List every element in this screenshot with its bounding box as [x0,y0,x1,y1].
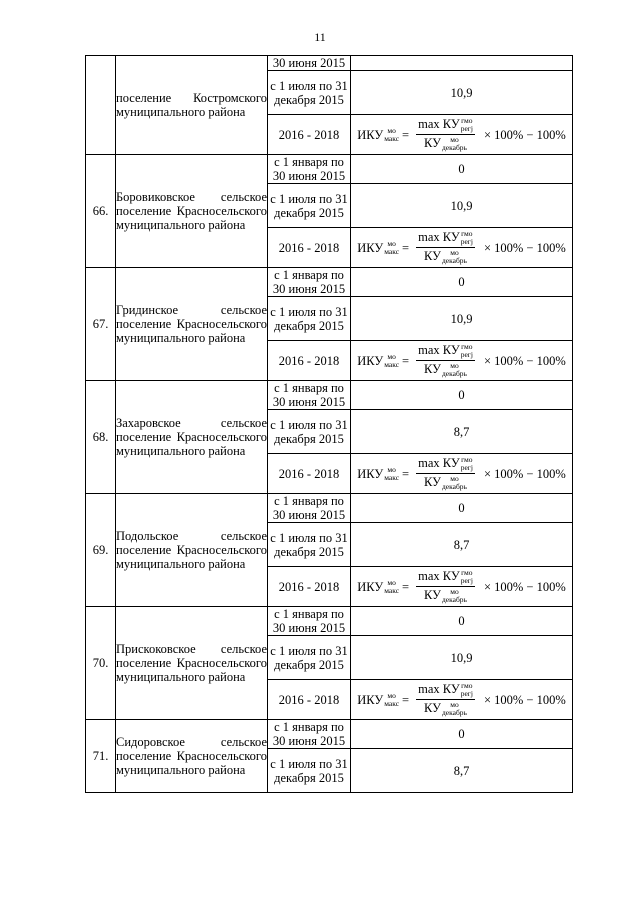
period-cell: с 1 июля по 31 декабря 2015 [268,71,351,115]
value-cell: 0 [351,268,573,297]
formula-eq: = [402,692,410,707]
table-row [86,268,573,297]
formula-num-text: max КУ [418,568,460,583]
page-number: 11 [314,30,326,44]
formula-lhs: ИКУ [357,127,384,142]
period-cell: с 1 января по 30 июня 2015 [268,607,351,636]
formula-num-sub: регj [460,124,473,133]
formula-num-text: max КУ [418,681,460,696]
value-cell: 8,7 [351,523,573,567]
period-cell: с 1 января по 30 июня 2015 [268,268,351,297]
formula-fraction [416,569,475,604]
period-cell: 2016 - 2018 [268,341,351,381]
tariff-table [85,55,573,793]
formula-den-text: КУ [424,701,441,715]
formula-lhs-sup: мо [387,125,396,135]
formula-den-text: КУ [424,588,441,602]
formula-num-sub: регj [460,350,473,359]
formula-lhs-sub: макс [384,585,400,595]
formula-fraction [416,230,475,265]
period-cell: 2016 - 2018 [268,680,351,720]
formula-numerator [416,343,475,361]
formula-lhs-sup: мо [387,690,396,700]
formula-cell [351,341,573,381]
formula-num-sup: гмо [461,455,473,464]
formula-cell [351,680,573,720]
period-cell: с 1 июля по 31 декабря 2015 [268,297,351,341]
period-cell: 2016 - 2018 [268,115,351,155]
formula-lhs-index [384,127,399,143]
formula-num-sup: гмо [461,229,473,238]
formula-den-text: КУ [424,362,441,376]
row-number: 69. [86,494,116,607]
formula-lhs-sub: макс [384,246,400,256]
formula-eq: = [402,353,410,368]
formula-num-sub: регj [460,237,473,246]
formula-num-index [461,682,473,698]
value-cell: 10,9 [351,184,573,228]
formula-eq: = [402,466,410,481]
period-cell: с 1 января по 30 июня 2015 [268,720,351,749]
period-cell: 2016 - 2018 [268,567,351,607]
formula-lhs-index [384,353,399,369]
formula-den-sub: декабрь [441,595,467,605]
formula-tail: × 100% − 100% [483,692,566,707]
period-cell: с 1 января по 30 июня 2015 [268,494,351,523]
formula-lhs-sub: макс [384,359,400,369]
formula-den-sup: мо [450,700,459,710]
formula-fraction [416,117,475,152]
formula-lhs-sub: макс [384,698,400,708]
value-cell: 0 [351,607,573,636]
period-cell: с 1 июля по 31 декабря 2015 [268,749,351,793]
period-cell: 30 июня 2015 [268,56,351,71]
formula-cell [351,115,573,155]
formula-den-sub: декабрь [441,369,467,379]
formula-eq: = [402,240,410,255]
formula-lhs-sup: мо [387,464,396,474]
formula-num-index [461,230,473,246]
row-number: 70. [86,607,116,720]
settlement-name: Боровиковское сельское поселение Красносельского муниципального района [116,155,268,268]
formula-denominator [424,474,467,491]
table-row [86,56,573,71]
formula-num-sup: гмо [461,342,473,351]
table-row [86,155,573,184]
formula-numerator [416,569,475,587]
formula-lhs: ИКУ [357,353,384,368]
row-number: 68. [86,381,116,494]
row-number: 67. [86,268,116,381]
formula-num-sup: гмо [461,116,473,125]
formula-num-text: max КУ [418,116,460,131]
period-cell: 2016 - 2018 [268,454,351,494]
table-row [86,381,573,410]
settlement-name: Сидоровское сельское поселение Красносельского муниципального района [116,720,268,793]
formula-lhs-sub: макс [384,472,400,482]
formula-den-index [442,701,467,717]
row-number: 71. [86,720,116,793]
formula-den-sub: декабрь [441,708,467,718]
value-cell: 0 [351,494,573,523]
table-row [86,607,573,636]
formula [357,230,566,265]
value-cell: 10,9 [351,297,573,341]
table-row [86,720,573,749]
formula-den-sub: декабрь [441,143,467,153]
value-cell [351,56,573,71]
formula-num-index [461,456,473,472]
period-cell: с 1 июля по 31 декабря 2015 [268,523,351,567]
formula-den-sub: декабрь [441,482,467,492]
formula-den-text: КУ [424,249,441,263]
row-number: 66. [86,155,116,268]
formula-num-sub: регj [460,463,473,472]
formula-num-text: max КУ [418,455,460,470]
formula-numerator [416,456,475,474]
formula [357,456,566,491]
row-number [86,56,116,155]
formula-cell [351,454,573,494]
period-cell: с 1 января по 30 июня 2015 [268,155,351,184]
settlement-name: Прискоковское сельское поселение Красносельского муниципального района [116,607,268,720]
formula-fraction [416,456,475,491]
formula-lhs-index [384,240,399,256]
value-cell: 8,7 [351,749,573,793]
formula-denominator [424,587,467,604]
formula-den-index [442,475,467,491]
formula-cell [351,567,573,607]
formula-den-index [442,588,467,604]
formula [357,117,566,152]
formula-tail: × 100% − 100% [483,127,566,142]
formula-lhs: ИКУ [357,466,384,481]
formula-lhs-index [384,579,399,595]
formula-fraction [416,343,475,378]
settlement-name: поселение Костромского муниципального района [116,56,268,155]
value-cell: 0 [351,720,573,749]
formula-lhs-sup: мо [387,238,396,248]
table-row [86,494,573,523]
formula-den-sup: мо [450,587,459,597]
formula-numerator [416,230,475,248]
formula-denominator [424,135,467,152]
period-cell: с 1 января по 30 июня 2015 [268,381,351,410]
formula-lhs-sup: мо [387,351,396,361]
formula-lhs-sub: макс [384,133,400,143]
formula-num-text: max КУ [418,342,460,357]
value-cell: 0 [351,381,573,410]
formula-den-sup: мо [450,248,459,258]
formula-lhs-index [384,692,399,708]
formula-num-sup: гмо [461,681,473,690]
formula-cell [351,228,573,268]
settlement-name: Подольское сельское поселение Красносельского муниципального района [116,494,268,607]
formula-tail: × 100% − 100% [483,466,566,481]
period-cell: 2016 - 2018 [268,228,351,268]
formula-lhs-index [384,466,399,482]
value-cell: 0 [351,155,573,184]
formula-den-sup: мо [450,474,459,484]
formula-den-index [442,249,467,265]
formula-num-index [461,343,473,359]
formula-num-sup: гмо [461,568,473,577]
formula-tail: × 100% − 100% [483,579,566,594]
formula [357,343,566,378]
formula-den-sup: мо [450,361,459,371]
formula-den-index [442,136,467,152]
formula-den-text: КУ [424,136,441,150]
formula-num-text: max КУ [418,229,460,244]
formula-numerator [416,117,475,135]
formula-num-sub: регj [460,689,473,698]
settlement-name: Захаровское сельское поселение Красносельского муниципального района [116,381,268,494]
formula-lhs-sup: мо [387,577,396,587]
formula-tail: × 100% − 100% [483,353,566,368]
period-cell: с 1 июля по 31 декабря 2015 [268,184,351,228]
formula-fraction [416,682,475,717]
formula-den-sup: мо [450,135,459,145]
formula [357,569,566,604]
formula-denominator [424,248,467,265]
formula-den-sub: декабрь [441,256,467,266]
formula-eq: = [402,579,410,594]
formula [357,682,566,717]
formula-eq: = [402,127,410,142]
formula-tail: × 100% − 100% [483,240,566,255]
formula-denominator [424,361,467,378]
formula-den-index [442,362,467,378]
value-cell: 10,9 [351,636,573,680]
formula-num-index [461,117,473,133]
formula-num-sub: регj [460,576,473,585]
settlement-name: Гридинское сельское поселение Красносельского муниципального района [116,268,268,381]
formula-denominator [424,700,467,717]
formula-lhs: ИКУ [357,692,384,707]
value-cell: 10,9 [351,71,573,115]
formula-lhs: ИКУ [357,240,384,255]
period-cell: с 1 июля по 31 декабря 2015 [268,410,351,454]
formula-numerator [416,682,475,700]
formula-den-text: КУ [424,475,441,489]
period-cell: с 1 июля по 31 декабря 2015 [268,636,351,680]
value-cell: 8,7 [351,410,573,454]
formula-lhs: ИКУ [357,579,384,594]
formula-num-index [461,569,473,585]
